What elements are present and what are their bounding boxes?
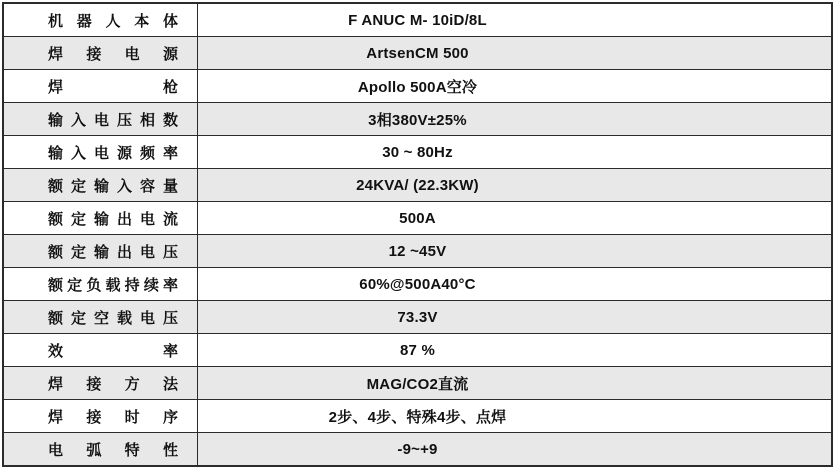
table-row (4, 400, 831, 433)
table-row (4, 367, 831, 400)
spec-label: 输入电压相数 (48, 111, 178, 129)
spec-value: 3相380V±25% (368, 111, 467, 129)
spec-label: 效率 (48, 342, 178, 360)
table-row (4, 4, 831, 37)
spec-table (2, 2, 833, 467)
table-row (4, 268, 831, 301)
table-row (4, 301, 831, 334)
table-row (4, 103, 831, 136)
spec-label-cell (4, 235, 198, 267)
spec-label: 机器人本体 (48, 12, 178, 30)
spec-value: 2步、4步、特殊4步、点焊 (328, 408, 507, 426)
spec-label-cell (4, 268, 198, 300)
spec-value: 87 % (400, 341, 435, 359)
spec-label: 焊接方法 (48, 375, 178, 393)
spec-value: Apollo 500A空冷 (357, 78, 478, 96)
spec-label-cell (4, 367, 198, 399)
spec-label-cell (4, 400, 198, 432)
table-row (4, 235, 831, 268)
spec-label-cell (4, 169, 198, 201)
spec-value: 500A (399, 209, 436, 227)
spec-label-cell (4, 334, 198, 366)
spec-value: 24KVA/ (22.3KW) (356, 176, 479, 194)
spec-label: 额定负载持续率 (48, 276, 178, 294)
spec-value: F ANUC M- 10iD/8L (348, 11, 487, 29)
spec-label: 焊接时序 (48, 408, 178, 426)
table-row (4, 334, 831, 367)
spec-label: 额定输入容量 (48, 177, 178, 195)
spec-value: 73.3V (397, 308, 438, 326)
spec-label: 额定输出电流 (48, 210, 178, 228)
spec-value: -9~+9 (397, 440, 438, 458)
table-row (4, 136, 831, 169)
spec-label: 焊接电源 (48, 45, 178, 63)
spec-label: 焊枪 (48, 78, 178, 96)
spec-label: 额定空载电压 (48, 309, 178, 327)
spec-label: 输入电源频率 (48, 144, 178, 162)
spec-label-cell (4, 301, 198, 333)
spec-value: MAG/CO2直流 (366, 375, 469, 393)
spec-value: 12 ~45V (388, 242, 447, 260)
table-row (4, 433, 831, 465)
spec-label-cell (4, 4, 198, 36)
table-row (4, 37, 831, 70)
spec-label-cell (4, 103, 198, 135)
spec-label: 电弧特性 (48, 441, 178, 459)
table-row (4, 169, 831, 202)
spec-label-cell (4, 37, 198, 69)
spec-value: ArtsenCM 500 (366, 44, 469, 62)
spec-value: 30 ~ 80Hz (382, 143, 453, 161)
spec-value: 60%@500A40°C (359, 275, 476, 293)
spec-label-cell (4, 136, 198, 168)
spec-label-cell (4, 433, 198, 465)
table-row (4, 202, 831, 235)
spec-label-cell (4, 202, 198, 234)
spec-label: 额定输出电压 (48, 243, 178, 261)
table-row (4, 70, 831, 103)
spec-label-cell (4, 70, 198, 102)
